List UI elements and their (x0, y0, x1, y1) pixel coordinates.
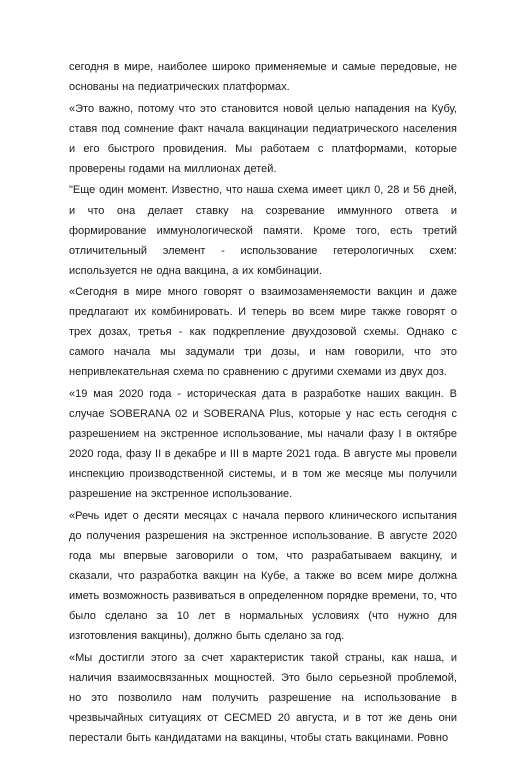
paragraph-2: «Это важно, потому что это становится новой целью нападения на Кубу, ставя под сомнение факт начала вакцинации педиатрического населения и его быстрого провидения. Мы работаем с платформами, которые проверены годами на миллионах детей. (69, 102, 457, 175)
paragraph-5: «19 мая 2020 года - историческая дата в разработке наших вакцин. В случае SOBERANA 02 и SOBERANA Plus, которые у нас есть сегодня с разрешением на экстренное использование, мы начали фазу I в октябре 2020 года, фазу II в декабре и III в марте 2021 года. В августе мы провели инспекцию производственной системы, и в том же месяце мы получили разрешение на экстренное использование. (69, 388, 457, 501)
paragraph-6: «Речь идет о десяти месяцах с начала первого клинического испытания до получения разрешения на экстренное использование. В августе 2020 года мы впервые заговорили о том, что разрабатываем вакцину, и сказали, что разработка вакцин на Кубе, а также во всем мире должна иметь возможность развиваться в определенном порядке времени, то, что было сделано за 10 лет в нормальных условиях (что нужно для изготовления вакцины), должно быть сделано за год. (69, 510, 457, 643)
paragraph-7: «Мы достигли этого за счет характеристик такой страны, как наша, и наличия взаимосвязанных мощностей. Это было серьезной проблемой, но это позволило нам получить разрешение на использование в чрезвычайных ситуациях от CECMED 20 августа, и в тот же день они перестали быть кандидатами на вакцины, чтобы стать вакцинами. Ровно (69, 651, 457, 745)
paragraph-1: сегодня в мире, наиболее широко применяемые и самые передовые, не основаны на педиатрических платформах. (69, 61, 457, 94)
paragraph-4: «Сегодня в мире много говорят о взаимозаменяемости вакцин и даже предлагают их комбинировать. И теперь во всем мире также говорят о трех дозах, третья - как подкрепление двухдозовой схемы. Однако с самого начала мы задумали три дозы, и нам говорили, что это непривлекательная схема по сравнению с другими схемами из двух доз. (69, 286, 457, 379)
paragraph-3: "Еще один момент. Известно, что наша схема имеет цикл 0, 28 и 56 дней, и что она делает ставку на созревание иммунного ответа и формирование иммунологической памяти. Кроме того, есть третий отличительный элемент - использование гетерологичных схем: используется не одна вакцина, а их комбинации. (69, 184, 457, 277)
